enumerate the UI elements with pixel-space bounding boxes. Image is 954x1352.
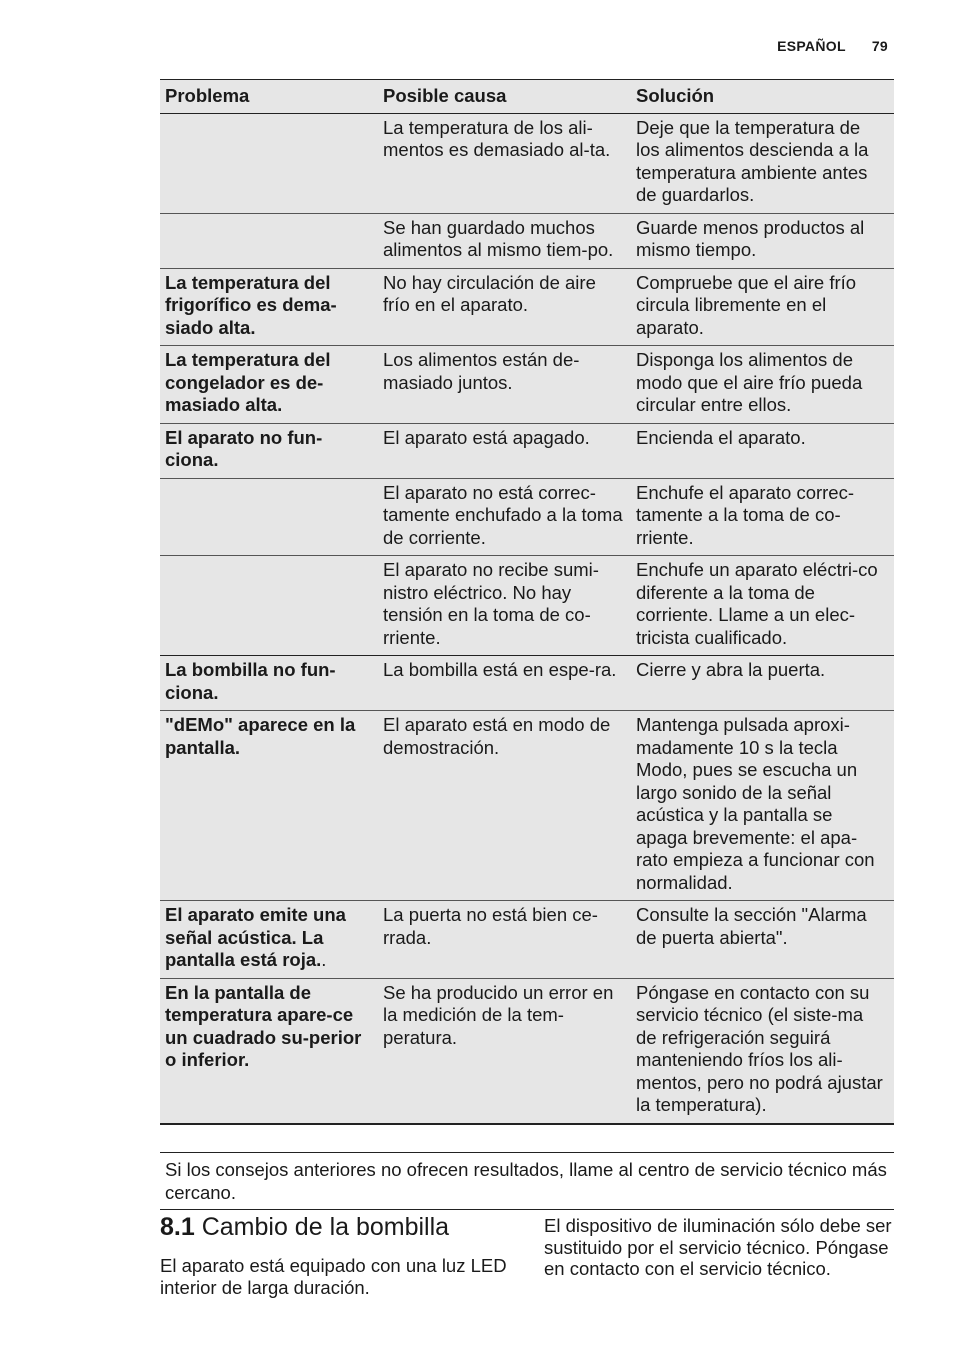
solution-cell: Deje que la temperatura de los alimentos descienda a la temperatura ambiente antes de guardarlos. [631,113,894,213]
table-row [160,478,894,556]
cause-cell: La puerta no está bien ce-rrada. [378,901,631,979]
language-label: ESPAÑOL [777,38,846,54]
table-row [160,711,894,901]
cause-cell: Se han guardado muchos alimentos al mismo tiem-po. [378,213,631,268]
problem-text: El aparato emite una señal acústica. La pantalla está roja. [165,904,346,970]
cause-cell: El aparato no recibe sumi-nistro eléctrico. No hay tensión en la toma de co-rriente. [378,556,631,656]
table-row [160,213,894,268]
table-row [160,346,894,424]
section-right-paragraph: El dispositivo de iluminación sólo debe ser sustituido por el servicio técnico. Póngase en contacto con el servicio técnico. [544,1215,892,1279]
column-header-solution: Solución [631,80,894,114]
table-row [160,901,894,979]
column-header-cause: Posible causa [378,80,631,114]
column-header-problem: Problema [160,80,378,114]
cause-cell: El aparato está en modo de demostración. [378,711,631,901]
service-note: Si los consejos anteriores no ofrecen resultados, llame al centro de servicio técnico más cercano. [160,1152,894,1210]
problem-suffix: . [321,949,327,970]
problem-cell: La temperatura del frigorífico es dema-siado alta. [160,268,378,346]
table-header-row [160,80,894,114]
section-title: Cambio de la bombilla [201,1213,450,1241]
cause-cell: El aparato no está correc-tamente enchufado a la toma de corriente. [378,478,631,556]
problem-cell: "dEMo" aparece en la pantalla. [160,711,378,901]
page-header [777,38,888,54]
solution-cell: Cierre y abra la puerta. [631,656,894,711]
solution-cell: Compruebe que el aire frío circula libremente en el aparato. [631,268,894,346]
troubleshooting-table [160,79,894,1125]
cause-cell: Se ha producido un error en la medición de la tem-peratura. [378,978,631,1124]
cause-cell: La bombilla está en espe-ra. [378,656,631,711]
table-row [160,556,894,656]
problem-cell [160,901,378,979]
table-row [160,656,894,711]
problem-cell: La bombilla no fun-ciona. [160,656,378,711]
solution-cell: Consulte la sección "Alarma de puerta abierta". [631,901,894,979]
cause-cell: Los alimentos están de-masiado juntos. [378,346,631,424]
problem-cell: La temperatura del congelador es de-masiado alta. [160,346,378,424]
solution-cell: Guarde menos productos al mismo tiempo. [631,213,894,268]
problem-cell: En la pantalla de temperatura apare-ce un cuadrado su-perior o inferior. [160,978,378,1124]
cause-cell: El aparato está apagado. [378,423,631,478]
problem-cell [160,556,378,656]
solution-cell: Enchufe el aparato correc-tamente a la toma de co-rriente. [631,478,894,556]
solution-cell: Enchufe un aparato eléctri-co diferente a la toma de corriente. Llame a un elec-tricista cualificado. [631,556,894,656]
table-row [160,113,894,213]
section-left-paragraph: El aparato está equipado con una luz LED interior de larga duración. [160,1255,507,1298]
page-number: 79 [871,38,888,54]
solution-cell: Disponga los alimentos de modo que el aire frío pueda circular entre ellos. [631,346,894,424]
solution-cell: Mantenga pulsada aproxi-madamente 10 s la tecla Modo, pues se escucha un largo sonido de la señal acústica y la pantalla se apaga brevemente: el apa-rato empieza a funcionar con normalidad. [631,711,894,901]
problem-cell [160,113,378,213]
cause-cell: No hay circulación de aire frío en el aparato. [378,268,631,346]
problem-cell [160,213,378,268]
table-row [160,423,894,478]
problem-cell [160,478,378,556]
table-row [160,978,894,1124]
section-number: 8.1 [160,1213,195,1241]
solution-cell: Póngase en contacto con su servicio técnico (el siste-ma de refrigeración seguirá manteniendo fríos los ali-mentos, pero no podrá ajustar la temperatura). [631,978,894,1124]
section-heading [160,1212,449,1242]
table-row [160,268,894,346]
solution-cell: Encienda el aparato. [631,423,894,478]
cause-cell: La temperatura de los ali-mentos es demasiado al-ta. [378,113,631,213]
problem-cell: El aparato no fun-ciona. [160,423,378,478]
